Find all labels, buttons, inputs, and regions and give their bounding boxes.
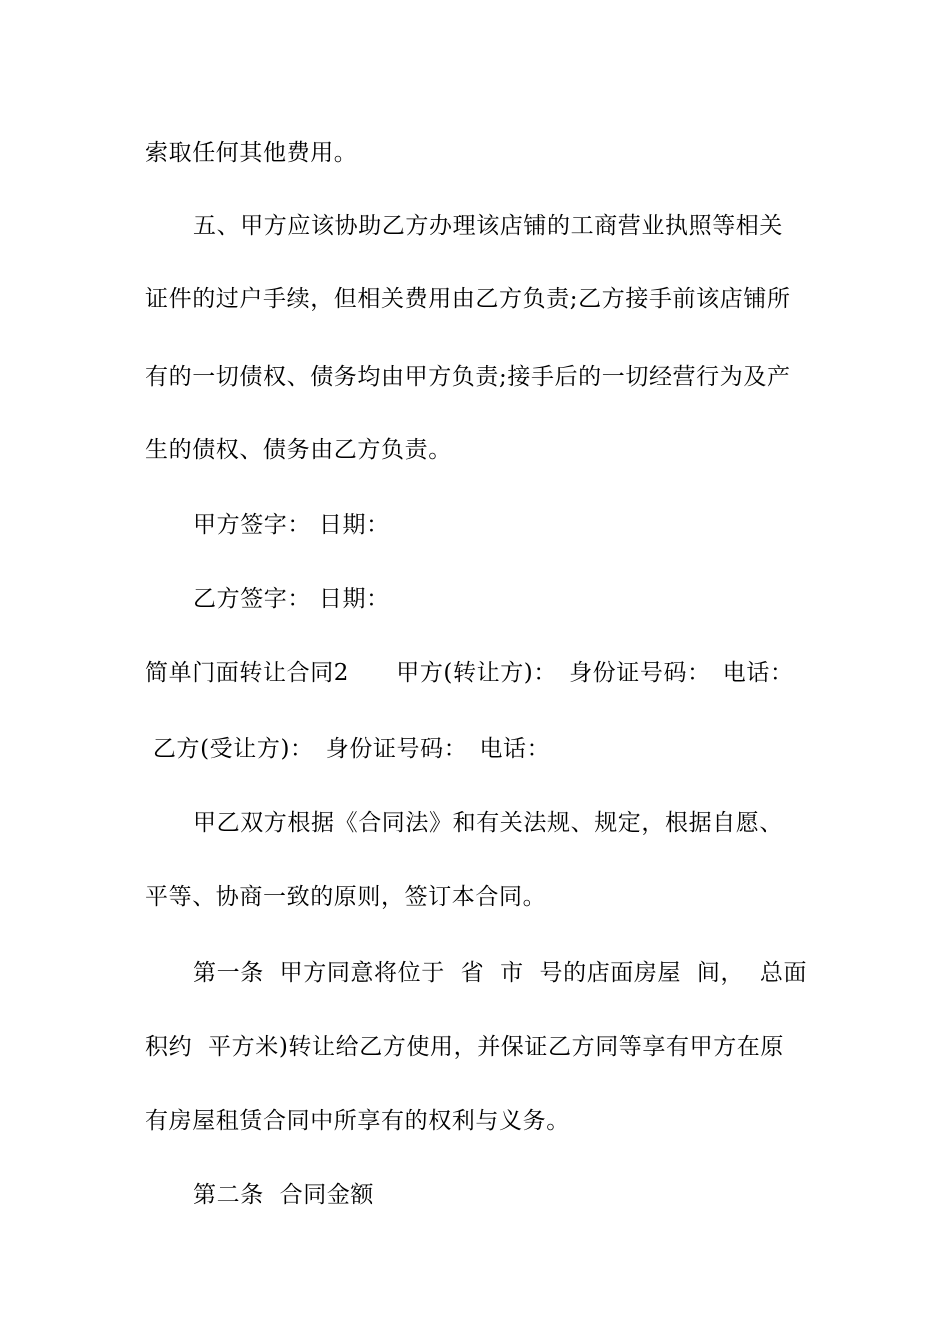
paragraph-line: 索取任何其他费用。 [145, 140, 358, 166]
paragraph-line: 甲乙双方根据《合同法》和有关法规、规定，根据自愿、 [193, 810, 783, 836]
signature-line-party-a: 甲方签字： 日期： [193, 512, 390, 538]
article-2-heading: 第二条 合同金额 [193, 1182, 375, 1208]
paragraph-line: 证件的过户手续，但相关费用由乙方负责;乙方接手前该店铺所 [145, 286, 791, 312]
article-1-line: 第一条 甲方同意将位于 省 市 号的店面房屋 间， 总面 [193, 960, 808, 986]
signature-line-party-b: 乙方签字： 日期： [193, 586, 390, 612]
contract-title-line: 简单门面转让合同2 甲方(转让方)： 身份证号码： 电话： [145, 660, 794, 686]
paragraph-line: 有的一切债权、债务均由甲方负责;接手后的一切经营行为及产 [145, 364, 791, 390]
paragraph-line: 五、甲方应该协助乙方办理该店铺的工商营业执照等相关 [193, 213, 783, 239]
party-b-info-line: 乙方(受让方)： 身份证号码： 电话： [145, 736, 551, 762]
paragraph-line: 有房屋租赁合同中所享有的权利与义务。 [145, 1108, 570, 1134]
paragraph-line: 平等、协商一致的原则，签订本合同。 [145, 884, 547, 910]
paragraph-line: 积约 平方米)转让给乙方使用，并保证乙方同等享有甲方在原 [145, 1034, 784, 1060]
paragraph-line: 生的债权、债务由乙方负责。 [145, 437, 452, 463]
